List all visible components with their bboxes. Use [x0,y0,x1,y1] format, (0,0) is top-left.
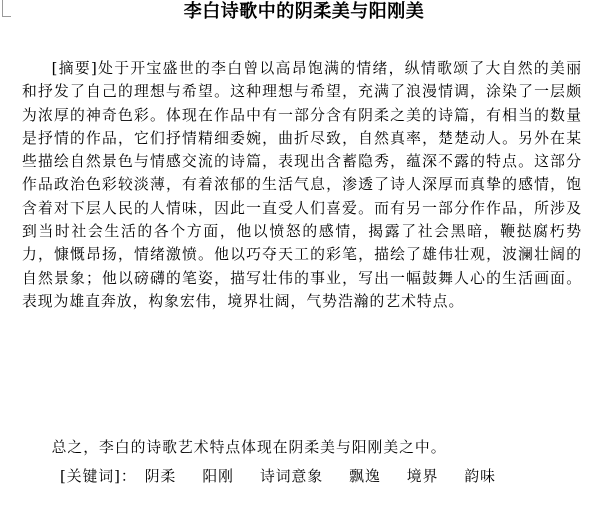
abstract-paragraph [22,57,582,313]
keywords-label: [关键词]： [60,468,137,485]
keywords-line [60,465,522,488]
abstract-label: [摘要] [51,60,98,77]
keyword-item: 阴柔 [144,468,177,485]
keyword-item: 诗词意象 [259,468,324,485]
document-title: 李白诗歌中的阴柔美与阳刚美 [183,1,425,22]
keyword-item: 飘逸 [349,468,381,485]
summary-paragraph: 总之，李白的诗歌艺术特点体现在阴柔美与阳刚美之中。 [51,439,447,456]
keyword-item: 韵味 [464,468,496,485]
abstract-text: 处于开宝盛世的李白曾以高昂饱满的情绪，纵情歌颂了大自然的美丽和抒发了自己的理想与希望。这种理想与希望，充满了浪漫情调，涂染了一层颇为浓厚的神奇色彩。体现在作品中有一部分含有阴柔之美的诗篇，有相当的数量是抒情的作品，它们抒情精细委婉，曲折尽致，自然真率，楚楚动人。另外在某些描绘自然景色与情感交流的诗篇，表现出含蓄隐秀，蕴深不露的特点。这部分作品政治色彩较淡薄，有着浓郁的生活气息，渗透了诗人深厚而真挚的感情，饱含着对下层人民的人情味，因此一直受人们喜爱。而有另一部分作作品，所涉及到当时社会生活的各个方面，他以愤怒的感情，揭露了社会黑暗，鞭挞腐朽势力，慷慨昂扬，情绪激愤。他以巧夺天工的彩笔，描绘了雄伟壮观，波澜壮阔的自然景象；他以磅礴的笔姿，描写壮伟的事业，写出一幅鼓舞人心的生活画面。表现为雄直奔放，构象宏伟，境界壮阔，气势浩瀚的艺术特点。 [22,60,582,310]
keyword-item: 境界 [406,468,439,485]
keyword-item: 阳刚 [202,468,234,485]
